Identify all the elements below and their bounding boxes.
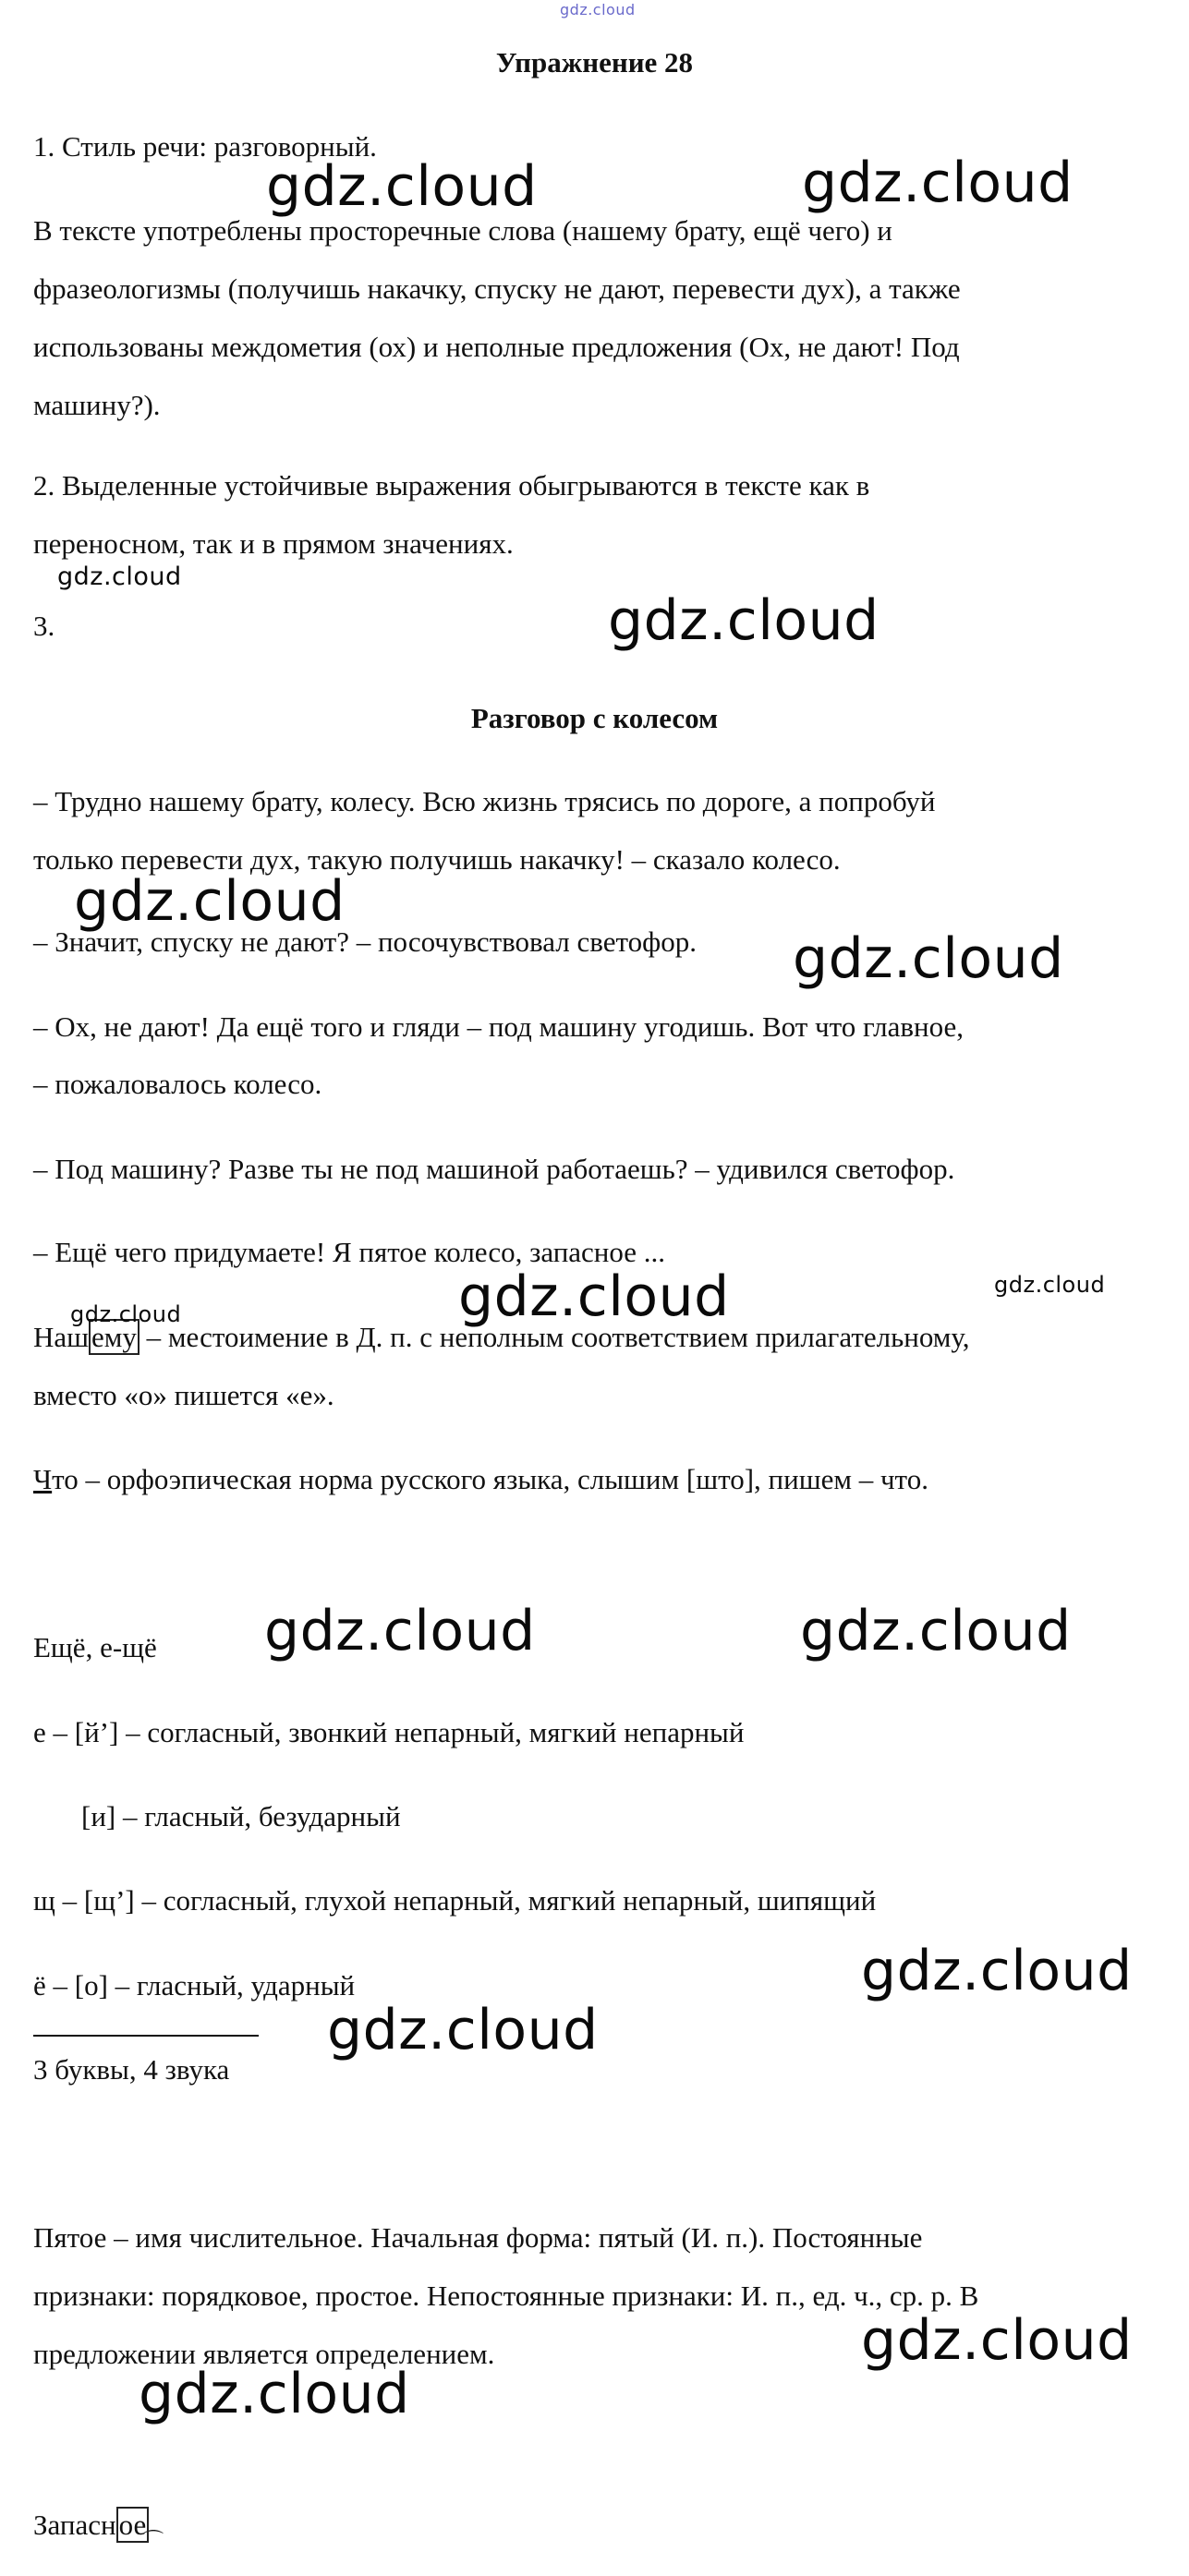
dialogue-line: только перевести дух, такую получишь накачку! – сказало колесо. <box>33 843 841 876</box>
word-zapasnoe-root: Запасн <box>33 2509 116 2541</box>
watermark: gdz.cloud <box>802 151 1074 215</box>
watermark: gdz.cloud <box>266 154 538 219</box>
dialogue-line: – Под машину? Разве ты не под машиной работаешь? – удивился светофор. <box>33 1153 955 1185</box>
watermark: gdz.cloud <box>793 926 1064 991</box>
watermark: gdz.cloud <box>861 2308 1133 2373</box>
exercise-title: Упражнение 28 <box>495 46 694 79</box>
watermark: gdz.cloud <box>70 1301 182 1327</box>
phonetic-line: е – [й’] – согласный, звонкий непарный, мягкий непарный <box>33 1716 745 1748</box>
nashemu-explanation: – местоимение в Д. п. с неполным соответствием прилагательному, <box>139 1321 970 1353</box>
word-zapasnoe-ending: ое <box>116 2507 150 2543</box>
paragraph-number: 3. <box>33 610 55 642</box>
dialogue-line: – Трудно нашему брату, колесу. Всю жизнь трясись по дороге, а попробуй <box>33 785 936 817</box>
watermark: gdz.cloud <box>994 1272 1106 1298</box>
word-nashemu-start: На <box>33 1321 67 1353</box>
paragraph-expressions-line: 2. Выделенные устойчивые выражения обыгрываются в тексте как в <box>33 469 870 502</box>
root-arc-mark: ⌒ <box>143 2529 164 2552</box>
watermark: gdz.cloud <box>458 1264 730 1329</box>
watermark: gdz.cloud <box>608 588 880 653</box>
watermark: gdz.cloud <box>264 1599 536 1663</box>
dialogue-line: – Ох, не дают! Да ещё того и гляди – под машину угодишь. Вот что главное, <box>33 1010 964 1043</box>
watermark: gdz.cloud <box>861 1939 1133 2003</box>
pyatoe-analysis-line: Пятое – имя числительное. Начальная форма: пятый (И. п.). Постоянные <box>33 2221 923 2254</box>
phonetic-summary: 3 буквы, 4 звука <box>33 2053 230 2086</box>
paragraph-explanation-line: использованы междометия (ох) и неполные предложения (Ох, не дают! Под <box>33 331 960 363</box>
watermark: gdz.cloud <box>139 2362 410 2426</box>
story-title: Разговор с колесом <box>470 702 719 734</box>
zapasnoe-morpheme <box>33 2509 149 2542</box>
dialogue-line: – Значит, спуску не дают? – посочувствовал светофор. <box>33 925 697 958</box>
chto-explanation: то – орфоэпическая норма русского языка, слышим [што], пишем – что. <box>52 1463 928 1495</box>
paragraph-explanation-line: фразеологизмы (получишь накачку, спуску не дают, перевести дух), а также <box>33 272 961 305</box>
dialogue-line: – Ещё чего придумаете! Я пятое колесо, запасное ... <box>33 1236 666 1268</box>
phonetic-word: Ещё, е-щё <box>33 1631 157 1663</box>
dialogue-line: – пожаловалось колесо. <box>33 1068 322 1100</box>
summary-divider <box>33 2035 259 2037</box>
watermark-top: gdz.cloud <box>560 1 636 18</box>
watermark: gdz.cloud <box>327 1998 599 2062</box>
watermark: gdz.cloud <box>74 869 346 934</box>
word-nashemu-root-letter: ш <box>67 1321 90 1353</box>
watermark: gdz.cloud <box>57 562 182 591</box>
paragraph-explanation-line: машину?). <box>33 389 161 421</box>
watermark: gdz.cloud <box>800 1599 1072 1663</box>
phonetic-line: [и] – гласный, безударный <box>81 1800 401 1832</box>
paragraph-explanation-line: В тексте употреблены просторечные слова (нашему брату, ещё чего) и <box>33 214 892 247</box>
nashemu-analysis-line2: вместо «о» пишется «е». <box>33 1379 334 1411</box>
phonetic-line: щ – [щ’] – согласный, глухой непарный, мягкий непарный, шипящий <box>33 1884 877 1917</box>
phonetic-line: ё – [о] – гласный, ударный <box>33 1969 356 2002</box>
pyatoe-analysis-line: предложении является определением. <box>33 2338 495 2370</box>
pyatoe-analysis-line: признаки: порядковое, простое. Непостоянные признаки: И. п., ед. ч., ср. р. В <box>33 2280 979 2312</box>
word-chto-letter: Ч <box>33 1463 53 1495</box>
word-nashemu-ending: ему <box>89 1319 140 1355</box>
chto-analysis-line <box>33 1463 928 1496</box>
paragraph-style: 1. Стиль речи: разговорный. <box>33 130 377 163</box>
paragraph-expressions-line: переносном, так и в прямом значениях. <box>33 527 514 560</box>
